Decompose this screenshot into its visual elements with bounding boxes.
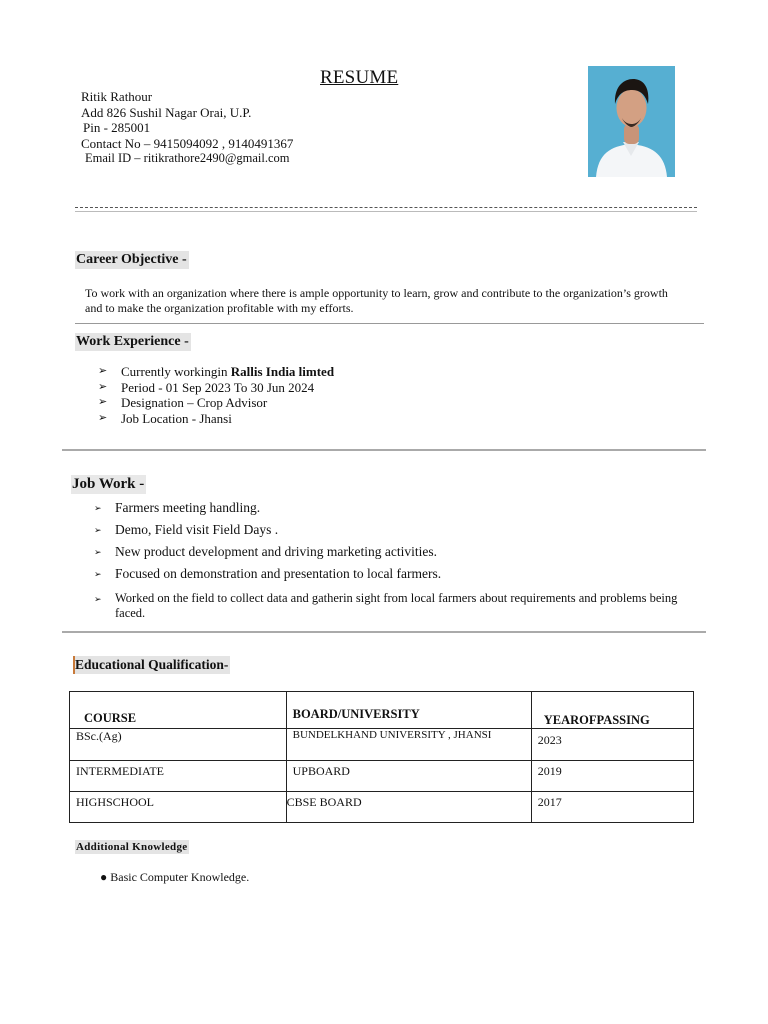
arrowhead-bullet-icon: ➢ xyxy=(94,569,102,579)
phone-numbers: Contact No – 9415094092 , 9140491367 xyxy=(81,135,294,151)
table-cell-year: 2019 xyxy=(531,761,693,792)
work-experience-list xyxy=(98,364,334,426)
arrowhead-bullet-icon: ➢ xyxy=(98,365,108,377)
education-heading: Educational Qualification- xyxy=(75,657,229,672)
list-item-text: Period - 01 Sep 2023 To 30 Jun 2024 xyxy=(121,379,315,395)
filled-circle-bullet-icon: ● xyxy=(100,870,108,884)
table-cell-board: UPBOARD xyxy=(286,761,531,792)
arrowhead-bullet-icon: ➢ xyxy=(94,503,102,513)
table-cell-course: BSc.(Ag) xyxy=(70,729,287,761)
contact-block xyxy=(81,89,293,167)
additional-knowledge-list xyxy=(100,870,249,885)
arrowhead-bullet-icon: ➢ xyxy=(98,411,108,424)
list-item xyxy=(98,364,334,380)
list-item-text: Demo, Field visit Field Days . xyxy=(115,522,279,537)
arrowhead-bullet-icon: ➢ xyxy=(98,396,108,408)
address: Add 826 Sushil Nagar Orai, U.P. xyxy=(81,104,252,120)
table-cell-year: 2017 xyxy=(531,792,693,823)
list-item-text: Designation – Crop Advisor xyxy=(121,395,268,410)
list-item xyxy=(94,544,705,566)
table-header-row xyxy=(70,692,694,729)
list-item xyxy=(98,395,334,411)
list-item-text: Job Location - Jhansi xyxy=(121,410,232,426)
resume-title: RESUME xyxy=(320,67,399,88)
table-row xyxy=(70,792,694,823)
career-objective-line-1: To work with an organization where there is ample opportunity to learn, grow and contribute to the organization’s growth xyxy=(85,286,668,300)
list-item xyxy=(100,870,249,885)
column-header-course: COURSE xyxy=(70,692,287,729)
list-item-text: Focused on demonstration and presentation to local farmers. xyxy=(115,566,442,581)
email-address: Email ID – ritikrathore2490@gmail.com xyxy=(85,151,290,165)
list-item xyxy=(94,500,705,522)
pin-code: Pin - 285001 xyxy=(83,120,151,135)
table-row xyxy=(70,761,694,792)
education-table xyxy=(69,691,694,823)
career-objective-text xyxy=(85,286,710,316)
profile-photo xyxy=(588,66,675,177)
career-objective-divider xyxy=(75,323,704,324)
candidate-name: Ritik Rathour xyxy=(81,89,153,104)
table-cell-board: BUNDELKHAND UNIVERSITY , JHANSI xyxy=(286,729,531,761)
header-divider-top xyxy=(75,207,697,208)
arrowhead-bullet-icon: ➢ xyxy=(94,525,102,535)
list-item-text: Worked on the field to collect data and gatherin sight from local farmers about requirements and problems being faced. xyxy=(115,591,678,620)
list-item xyxy=(94,522,705,544)
arrowhead-bullet-icon: ➢ xyxy=(98,380,108,393)
table-cell-course: INTERMEDIATE xyxy=(70,761,287,792)
list-item-text: Basic Computer Knowledge. xyxy=(110,870,250,884)
job-work-list xyxy=(94,500,705,621)
list-item xyxy=(98,411,334,427)
arrowhead-bullet-icon: ➢ xyxy=(94,594,102,604)
profile-photo-image xyxy=(588,66,675,177)
job-work-heading: Job Work - xyxy=(72,476,145,492)
list-item-text: Currently workingin xyxy=(121,364,231,379)
career-objective-line-2: and to make the organization profitable with my efforts. xyxy=(85,301,354,315)
list-item xyxy=(98,380,334,396)
table-cell-course: HIGHSCHOOL xyxy=(70,792,287,823)
list-item xyxy=(94,566,705,588)
additional-knowledge-heading: Additional Knowledge xyxy=(76,841,188,853)
work-experience-divider xyxy=(62,449,706,451)
header-divider-bottom xyxy=(75,211,697,212)
table-cell-year: 2023 xyxy=(531,729,693,761)
job-work-divider xyxy=(62,631,706,633)
list-item xyxy=(94,591,705,621)
work-experience-heading: Work Experience - xyxy=(76,334,189,349)
table-cell-board: CBSE BOARD xyxy=(286,792,531,823)
column-header-board: BOARD/UNIVERSITY xyxy=(286,692,531,729)
list-item-text: New product development and driving marketing activities. xyxy=(115,544,438,559)
employer-name: Rallis India limted xyxy=(230,364,335,379)
table-row xyxy=(70,729,694,761)
list-item-text: Farmers meeting handling. xyxy=(115,500,261,515)
column-header-year: YEAROFPASSING xyxy=(531,692,693,729)
career-objective-heading: Career Objective - xyxy=(76,252,187,267)
arrowhead-bullet-icon: ➢ xyxy=(94,547,102,557)
